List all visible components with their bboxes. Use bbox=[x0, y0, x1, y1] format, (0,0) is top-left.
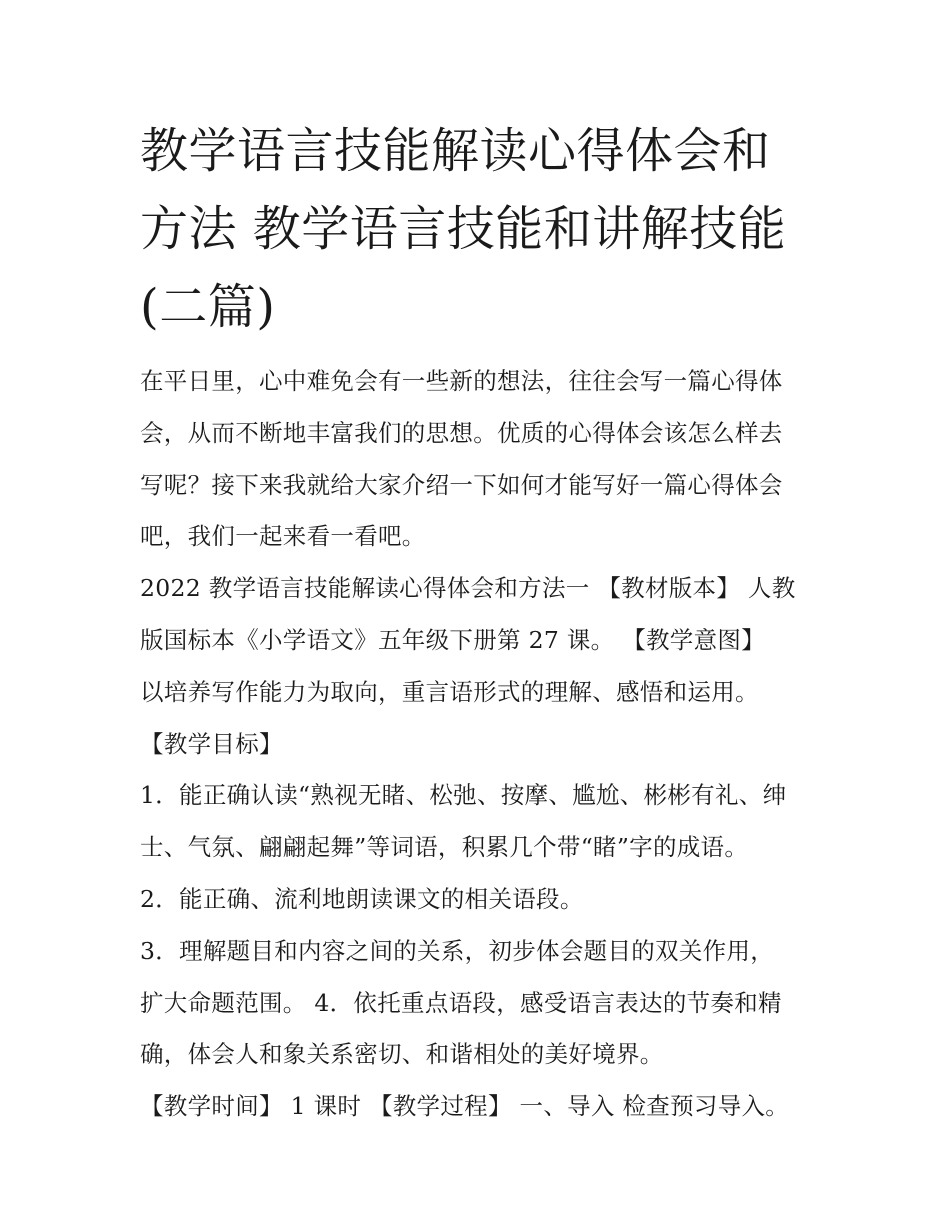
body-text-line: 吧，我们一起来看一看吧。 bbox=[140, 522, 426, 551]
body-text-line: 以培养写作能力为取向，重言语形式的理解、感悟和运用。 bbox=[140, 677, 759, 706]
body-text-line: 1．能正确认读“熟视无睹、松弛、按摩、尴尬、彬彬有礼、绅 bbox=[140, 781, 787, 810]
title-line: 方法 教学语言技能和讲解技能 bbox=[140, 201, 787, 257]
body-text-line: 会，从而不断地丰富我们的思想。优质的心得体会该怎么样去 bbox=[140, 418, 783, 447]
document-title bbox=[140, 112, 820, 346]
document-body bbox=[140, 356, 830, 1133]
title-line: 教学语言技能解读心得体会和 bbox=[140, 123, 771, 179]
body-text-line: 2．能正确、流利地朗读课文的相关语段。 bbox=[140, 884, 584, 913]
body-text-line: 2022 教学语言技能解读心得体会和方法一 【教材版本】 人教 bbox=[140, 574, 796, 603]
body-text-line: 在平日里，心中难免会有一些新的想法，往往会写一篇心得体 bbox=[140, 367, 783, 395]
title-line: (二篇) bbox=[140, 279, 276, 335]
body-text-line: 版国标本《小学语文》五年级下册第 27 课。 【教学意图】 bbox=[140, 625, 766, 654]
body-text-line: 写呢？接下来我就给大家介绍一下如何才能写好一篇心得体会 bbox=[140, 470, 783, 499]
section-heading-line: 【教学目标】 bbox=[140, 729, 283, 758]
body-text-line: 3．理解题目和内容之间的关系，初步体会题目的双关作用， bbox=[140, 936, 775, 965]
body-text-line: 扩大命题范围。 4．依托重点语段，感受语言表达的节奏和精 bbox=[140, 988, 782, 1017]
body-text-line: 确，体会人和象关系密切、和谐相处的美好境界。 bbox=[140, 1040, 664, 1069]
body-text-line: 【教学时间】 1 课时 【教学过程】 一、导入 检查预习导入。 bbox=[140, 1092, 790, 1121]
body-text-line: 士、气氛、翩翩起舞”等词语，积累几个带“睹”字的成语。 bbox=[140, 833, 749, 862]
